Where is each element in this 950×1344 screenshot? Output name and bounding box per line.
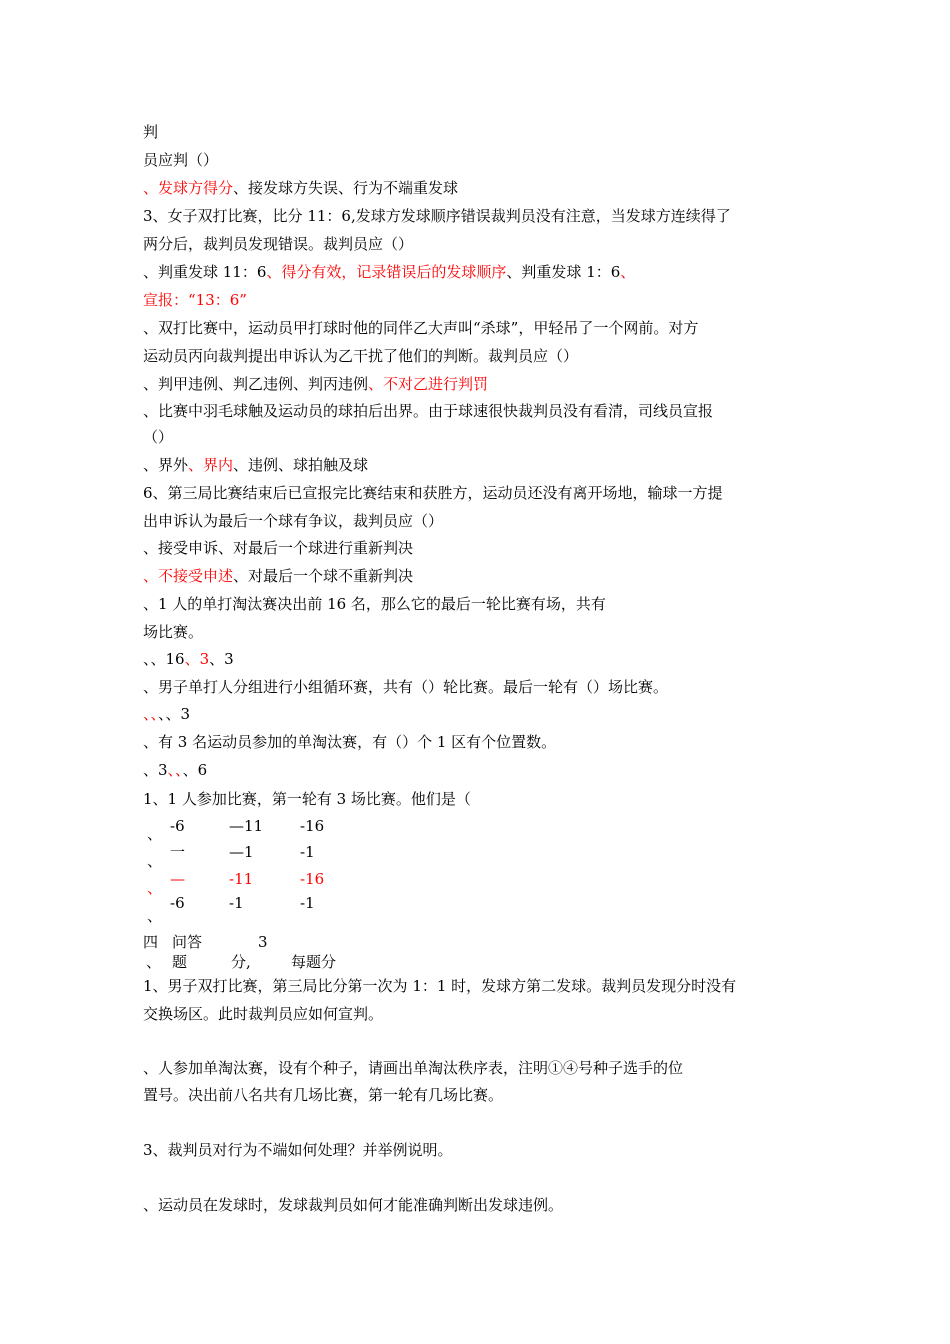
option-text: 、、3 xyxy=(158,705,191,723)
question-3: 3、女子双打比赛，比分 11：6,发球方发球顺序错误裁判员没有注意，当发球方连续得了 xyxy=(143,207,731,225)
question-count: 3 xyxy=(258,933,268,951)
option-cell: — xyxy=(170,870,185,888)
essay-question-3: 3、裁判员对行为不端如何处理？并举例说明。 xyxy=(143,1141,453,1159)
text-line xyxy=(143,704,190,724)
question-5: 、比赛中羽毛球触及运动员的球拍后出界。由于球速很快裁判员没有看清，司线员宣报 xyxy=(143,402,714,420)
option-text: 、判重发球 1：6 xyxy=(506,263,621,281)
text-line: 员应判（） xyxy=(143,151,219,169)
option-mark: 、 xyxy=(147,825,163,843)
text-line: 、接受申诉、对最后一个球进行重新判决 xyxy=(143,539,414,557)
section-dot: 、 xyxy=(146,953,162,971)
text-line xyxy=(143,262,635,282)
option-cell: -16 xyxy=(300,817,325,835)
essay-question-1: 1、男子双打比赛，第三局比分第一次为 1：1 时，发球方第二发球。裁判员发现分时没有 xyxy=(143,977,737,995)
answer-text: 、不接受申述 xyxy=(143,567,234,585)
answer-text: 、发球方得分 xyxy=(143,179,234,197)
option-text: 、违例、球拍触及球 xyxy=(233,456,369,474)
essay-question-4: 、运动员在发球时，发球裁判员如何才能准确判断出发球违例。 xyxy=(143,1196,564,1214)
option-mark: 、 xyxy=(147,907,163,925)
question-8: 、男子单打人分组进行小组循环赛，共有（）轮比赛。最后一轮有（）场比赛。 xyxy=(143,678,669,696)
option-cell: -1 xyxy=(300,843,315,861)
option-cell: -11 xyxy=(229,870,254,888)
question-7: 、1 人的单打淘汰赛决出前 16 名，那么它的最后一轮比赛有场，共有 xyxy=(143,595,606,613)
text-line xyxy=(143,455,368,475)
text-line xyxy=(143,566,413,586)
text-line: 运动员丙向裁判提出申诉认为乙干扰了他们的判断。裁判员应（） xyxy=(143,347,579,365)
section-word: 每题分 xyxy=(291,953,337,971)
option-cell: -1 xyxy=(300,894,315,912)
essay-question-2: 、人参加单淘汰赛，设有个种子，请画出单淘汰秩序表，注明①④号种子选手的位 xyxy=(143,1059,684,1077)
option-cell: 一 xyxy=(170,843,186,861)
question-9: 、有 3 名运动员参加的单淘汰赛，有（）个 1 区有个位置数。 xyxy=(143,733,557,751)
answer-text: 、3 xyxy=(184,650,210,668)
text-line: （） xyxy=(143,428,174,446)
option-cell: -16 xyxy=(300,870,325,888)
option-text: 、接发球方失误、行为不端重发球 xyxy=(233,179,459,197)
option-cell: -6 xyxy=(170,817,185,835)
option-text: 、6 xyxy=(182,761,208,779)
option-text: 、判重发球 11：6 xyxy=(143,263,267,281)
option-text: 、3 xyxy=(143,761,168,779)
section-title: 问答 xyxy=(172,933,203,951)
question-10: 1、1 人参加比赛，第一轮有 3 场比赛。他们是（ xyxy=(143,790,471,808)
section-word: 分, xyxy=(231,953,251,971)
text-line xyxy=(143,374,488,394)
question-6: 6、第三局比赛结束后已宣报完比赛结束和获胜方，运动员还没有离开场地，输球一方提 xyxy=(143,484,723,502)
text-line: 场比赛。 xyxy=(143,623,204,641)
answer-text: 、 xyxy=(620,263,636,281)
text-line: 两分后，裁判员发现错误。裁判员应（） xyxy=(143,235,414,253)
text-line: 置号。决出前八名共有几场比赛，第一轮有几场比赛。 xyxy=(143,1086,504,1104)
text-line xyxy=(143,649,234,669)
text-line: 判 xyxy=(143,123,159,141)
option-cell: —11 xyxy=(229,817,264,835)
option-cell: —1 xyxy=(229,843,254,861)
answer-text: 、、 xyxy=(143,705,159,723)
option-text: 、3 xyxy=(209,650,234,668)
text-line xyxy=(143,760,207,780)
section-number: 四 xyxy=(143,933,159,951)
text-line: 出申诉认为最后一个球有争议，裁判员应（） xyxy=(143,512,444,530)
question-4: 、双打比赛中，运动员甲打球时他的同伴乙大声叫“杀球”，甲轻吊了一个网前。对方 xyxy=(143,319,699,337)
option-text: 、界外 xyxy=(143,456,189,474)
answer-text: 、得分有效，记录错误后的发球顺序 xyxy=(266,263,507,281)
option-mark: 、 xyxy=(147,852,163,870)
text-line: 交换场区。此时裁判员应如何宣判。 xyxy=(143,1005,384,1023)
option-text: 、对最后一个球不重新判决 xyxy=(233,567,414,585)
answer-text: 、界内 xyxy=(188,456,234,474)
option-cell: -6 xyxy=(170,894,185,912)
option-text: 、判甲违例、判乙违例、判丙违例 xyxy=(143,375,369,393)
option-cell: -1 xyxy=(229,894,244,912)
option-mark: 、 xyxy=(147,879,163,897)
text-line xyxy=(143,178,458,198)
section-word: 题 xyxy=(172,953,188,971)
answer-text: 、不对乙进行判罚 xyxy=(368,375,489,393)
answer-text: 宣报：“13：6” xyxy=(143,291,247,309)
option-text: 、、16 xyxy=(143,650,185,668)
answer-text: 、、 xyxy=(167,761,183,779)
